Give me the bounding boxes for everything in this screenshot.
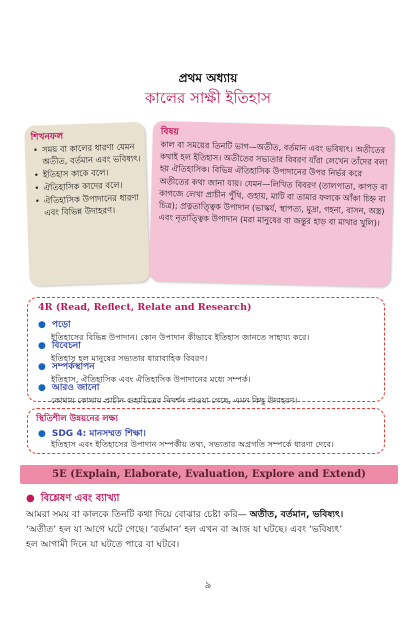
four-r-item-head: বিবেচনা — [51, 341, 81, 351]
four-r-box — [27, 297, 385, 405]
learning-outcomes-list — [33, 140, 144, 220]
subject-body: কাল বা সময়ের তিনটি ভাগ—অতীত, বর্তমান এবং ভবিষ্যৎ। অতীতের কথাই হল ইতিহাস। অতীতের সভ্যতার বিবরণ যাঁরা লেখেন তাঁদের বলা হয় ঐতিহাসিক। বিভিন্ন ঐতিহাসিক উপাদানের উপর নির্ভর করে অতীতের কথা জানা যায়। যেমন—লিখিত বিবরণ (তালপাতা, কাপড় বা কাগজে লেখা প্রাচীন পুঁথি, গুহায়, মাটি বা তামার ফলকে আঁকা চিহ্ন বা চিত্র); প্রত্নতাত্ত্বিক উপাদান (ভাস্কর্য, স্থাপত্য, মুদ্রা, গহনা, বাসন, অস্ত্র) এবং নৃতাত্ত্বিক উপাদান (মরা মানুষের বা জন্তুর হাড় বা মাথার খুলি)। — [158, 139, 388, 229]
learning-outcomes-tag: শিখনফল — [30, 131, 64, 143]
chapter-title: কালের সাক্ষী ইতিহাস — [144, 89, 272, 107]
bullet-icon: ● — [38, 362, 46, 372]
bullet-icon: ● — [38, 383, 46, 393]
learning-outcome-item: • ইতিহাস কাকে বলে। — [34, 165, 142, 181]
subject-card — [149, 121, 394, 287]
five-e-banner: 5E (Explain, Elaborate, Evaluation, Explore and Extend) — [20, 465, 398, 484]
analysis-heading — [26, 491, 119, 508]
sdg-header: স্থিতিশীল উন্নয়নের লক্ষ্য — [36, 414, 118, 424]
analysis-paragraph-line: হল আগামী দিনে যা ঘটতে পারে বা ঘটবে। — [26, 539, 180, 550]
bullet-icon: ● — [38, 341, 46, 351]
bullet-icon: ● — [38, 429, 46, 439]
subject-tag: বিষয় — [160, 127, 179, 138]
sdg-box — [27, 408, 385, 454]
four-r-item-text: ইতিহাস হল মানুষের সভ্যতার ধারাবাহিক বিবরণ। — [51, 353, 208, 363]
four-r-item-research — [38, 380, 297, 406]
analysis-heading-text: বিশ্লেষণ এবং ব্যাখ্যা — [40, 493, 120, 504]
learning-outcome-item: • ঐতিহাসিক উপাদানের ধারণা এবং বিভিন্ন উদাহরণ। — [35, 191, 144, 219]
four-r-item-head: পড়ো — [51, 320, 71, 330]
bullet-icon: ● — [38, 320, 46, 330]
four-r-item-text: ইতিহাস, ঐতিহাসিক এবং ঐতিহাসিক উপাদানের মধ্যে সম্পর্ক। — [51, 374, 251, 384]
analysis-text: আমরা সময় বা কালকে তিনটি কথা দিয়ে বোঝার চেষ্টা করি— — [26, 509, 250, 520]
learning-outcome-item: • ঐতিহাসিক কাদের বলে। — [34, 178, 142, 194]
analysis-paragraph-line — [26, 508, 396, 522]
four-r-item-text: ইতিহাসের বিভিন্ন উপাদান। কোন উপাদান কীভাবে ইতিহাস জানতে সাহায্য করে। — [51, 332, 310, 342]
learning-outcome-item: • সময় বা কালের ধারণা যেমন অতীত, বর্তমান এবং ভবিষ্যৎ। — [33, 140, 142, 168]
analysis-bold-text: অতীত, বর্তমান, ভবিষ্যৎ। — [249, 509, 344, 520]
sdg-title: SDG 4: মানসম্মত শিক্ষা। — [51, 429, 146, 439]
bullet-icon: ● — [26, 493, 35, 504]
page-number: ৯ — [204, 580, 212, 591]
analysis-paragraph-line: ‘অতীত’ হল যা আগে ঘটে গেছে। ‘বর্তমান’ হল এখন বা আজ যা ঘটছে। এবং ‘ভবিষ্যৎ’ — [26, 524, 343, 535]
four-r-item-head: সম্পর্কস্থাপন — [51, 362, 95, 372]
four-r-header: 4R (Read, Reflect, Relate and Research) — [38, 302, 252, 313]
four-r-item-head: আরও জানো — [51, 383, 100, 393]
chapter-label: প্রথম অধ্যায় — [178, 71, 238, 85]
sdg-text: ইতিহাস এবং ইতিহাসের উপাদান সম্পর্কীয় তথ্য, সভ্যতার অগ্রগতি সম্পর্কে ধারণা দেবে। — [51, 439, 334, 449]
learning-outcomes-card — [24, 122, 150, 286]
four-r-item-text: কোথায় কোথায় প্রাচীন গুহাচিত্রের নিদর্শন পাওয়া গেছে, এমন কিছু উদাহরণ। — [51, 395, 298, 405]
